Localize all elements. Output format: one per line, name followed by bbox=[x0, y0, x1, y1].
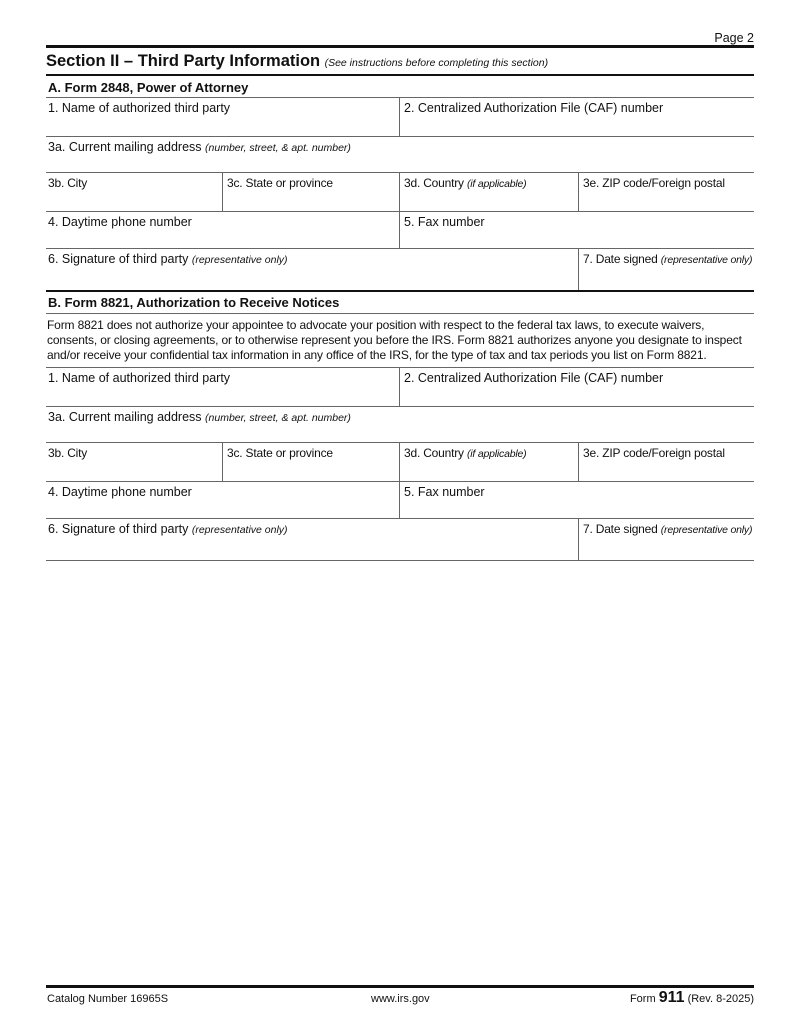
page-number: Page 2 bbox=[714, 31, 754, 45]
row-divider bbox=[46, 172, 754, 173]
label-text: 6. Signature of third party bbox=[48, 252, 189, 266]
part-a-city-field[interactable] bbox=[49, 191, 221, 211]
label-note: (representative only) bbox=[660, 524, 753, 536]
label-text: 3e. ZIP code/Foreign postal bbox=[583, 176, 725, 190]
part-a-zip-field[interactable] bbox=[581, 191, 753, 211]
section-note: (See instructions before completing this section) bbox=[324, 57, 549, 69]
row-divider bbox=[46, 248, 754, 249]
column-divider bbox=[578, 248, 579, 290]
state-field-label bbox=[227, 176, 333, 190]
column-divider bbox=[578, 172, 579, 211]
part-b-city-field[interactable] bbox=[49, 461, 221, 481]
column-divider bbox=[222, 172, 223, 211]
part-a-phone-field[interactable] bbox=[49, 230, 398, 248]
zip-field-label bbox=[583, 176, 725, 190]
label-text: 5. Fax number bbox=[404, 215, 485, 229]
label-text: 7. Date signed bbox=[583, 522, 658, 536]
part-b-address-field[interactable] bbox=[49, 425, 753, 442]
address-field-label bbox=[48, 410, 351, 424]
caf-field-label bbox=[404, 101, 663, 115]
city-field-label bbox=[48, 446, 87, 460]
fax-field-label bbox=[404, 215, 485, 229]
label-note: (if applicable) bbox=[466, 178, 527, 190]
label-text: 3a. Current mailing address bbox=[48, 140, 202, 154]
label-text: 3d. Country bbox=[404, 176, 464, 190]
date-field-label bbox=[583, 252, 752, 266]
row-divider bbox=[46, 406, 754, 407]
label-text: 3c. State or province bbox=[227, 176, 333, 190]
date-field-label bbox=[583, 522, 752, 536]
divider bbox=[46, 367, 754, 368]
label-text: 3e. ZIP code/Foreign postal bbox=[583, 446, 725, 460]
label-note: (representative only) bbox=[191, 254, 288, 266]
column-divider bbox=[399, 367, 400, 406]
label-note: (representative only) bbox=[191, 524, 288, 536]
row-divider bbox=[46, 211, 754, 212]
label-note: (representative only) bbox=[660, 254, 753, 266]
label-text: 2. Centralized Authorization File (CAF) number bbox=[404, 371, 664, 385]
country-field-label bbox=[404, 446, 526, 460]
label-text: 3c. State or province bbox=[227, 446, 333, 460]
part-a-address-field[interactable] bbox=[49, 155, 753, 172]
name-field-label bbox=[48, 371, 230, 385]
form-number: 911 bbox=[658, 989, 685, 1006]
column-divider bbox=[399, 211, 400, 248]
row-divider bbox=[46, 560, 754, 561]
divider bbox=[46, 74, 754, 76]
website: www.irs.gov bbox=[371, 993, 430, 1005]
column-divider bbox=[578, 442, 579, 481]
column-divider bbox=[399, 97, 400, 136]
phone-field-label bbox=[48, 215, 192, 229]
part-a-signature-field[interactable] bbox=[49, 267, 577, 290]
zip-field-label bbox=[583, 446, 725, 460]
part-a-state-field[interactable] bbox=[225, 191, 398, 211]
label-text: 2. Centralized Authorization File (CAF) number bbox=[404, 101, 664, 115]
part-a-fax-field[interactable] bbox=[402, 230, 753, 248]
column-divider bbox=[399, 442, 400, 481]
divider bbox=[46, 985, 754, 988]
part-a-heading: A. Form 2848, Power of Attorney bbox=[48, 80, 249, 95]
divider bbox=[46, 97, 754, 98]
part-b-phone-field[interactable] bbox=[49, 500, 398, 518]
row-divider bbox=[46, 136, 754, 137]
part-b-country-field[interactable] bbox=[402, 461, 577, 481]
column-divider bbox=[578, 518, 579, 560]
label-text: 1. Name of authorized third party bbox=[48, 371, 231, 385]
divider bbox=[46, 45, 754, 48]
state-field-label bbox=[227, 446, 333, 460]
name-field-label bbox=[48, 101, 230, 115]
part-a-caf-field[interactable] bbox=[402, 116, 753, 136]
label-text: 4. Daytime phone number bbox=[48, 215, 192, 229]
column-divider bbox=[399, 481, 400, 518]
label-text: 4. Daytime phone number bbox=[48, 485, 192, 499]
fax-field-label bbox=[404, 485, 485, 499]
label-text: 7. Date signed bbox=[583, 252, 658, 266]
address-field-label bbox=[48, 140, 351, 154]
divider bbox=[46, 313, 754, 314]
part-b-caf-field[interactable] bbox=[402, 386, 753, 406]
caf-field-label bbox=[404, 371, 663, 385]
column-divider bbox=[222, 442, 223, 481]
label-text: 5. Fax number bbox=[404, 485, 485, 499]
row-divider bbox=[46, 518, 754, 519]
part-b-fax-field[interactable] bbox=[402, 500, 753, 518]
row-divider bbox=[46, 481, 754, 482]
part-a-country-field[interactable] bbox=[402, 191, 577, 211]
country-field-label bbox=[404, 176, 526, 190]
part-b-paragraph: Form 8821 does not authorize your appointee to advocate your position with respect to the federal tax laws, to execute waivers, consents, or closing agreements, or to otherwise represent you before the IRS. Form 8821 authorizes anyone you designate to inspect and/or receive your confidential tax information in any office of the IRS, for the type of tax and tax periods you list on Form 8821. bbox=[47, 318, 742, 362]
divider bbox=[46, 290, 754, 292]
signature-field-label bbox=[48, 252, 288, 266]
label-note: (number, street, & apt. number) bbox=[205, 412, 351, 424]
label-note: (number, street, & apt. number) bbox=[205, 142, 351, 154]
label-text: 1. Name of authorized third party bbox=[48, 101, 231, 115]
label-text: 3d. Country bbox=[404, 446, 464, 460]
label-note: (if applicable) bbox=[466, 448, 527, 460]
part-b-name-field[interactable] bbox=[49, 386, 398, 406]
form-revision: (Rev. 8-2025) bbox=[687, 993, 754, 1005]
part-b-zip-field[interactable] bbox=[581, 461, 753, 481]
section-title bbox=[46, 52, 548, 71]
label-text: 3a. Current mailing address bbox=[48, 410, 202, 424]
label-text: 6. Signature of third party bbox=[48, 522, 189, 536]
form-id bbox=[630, 989, 754, 1007]
catalog-number: Catalog Number 16965S bbox=[47, 993, 169, 1005]
part-b-date-field[interactable] bbox=[581, 537, 753, 560]
label-text: 3b. City bbox=[48, 176, 88, 190]
part-a-name-field[interactable] bbox=[49, 116, 398, 136]
part-a-date-field[interactable] bbox=[581, 267, 753, 290]
city-field-label bbox=[48, 176, 87, 190]
part-b-signature-field[interactable] bbox=[49, 537, 577, 560]
phone-field-label bbox=[48, 485, 192, 499]
part-b-state-field[interactable] bbox=[225, 461, 398, 481]
form-prefix: Form bbox=[629, 993, 656, 1005]
section-heading: Section II – Third Party Information bbox=[46, 52, 321, 70]
row-divider bbox=[46, 442, 754, 443]
signature-field-label bbox=[48, 522, 288, 536]
column-divider bbox=[399, 172, 400, 211]
label-text: 3b. City bbox=[48, 446, 88, 460]
part-b-heading: B. Form 8821, Authorization to Receive Notices bbox=[48, 295, 340, 310]
